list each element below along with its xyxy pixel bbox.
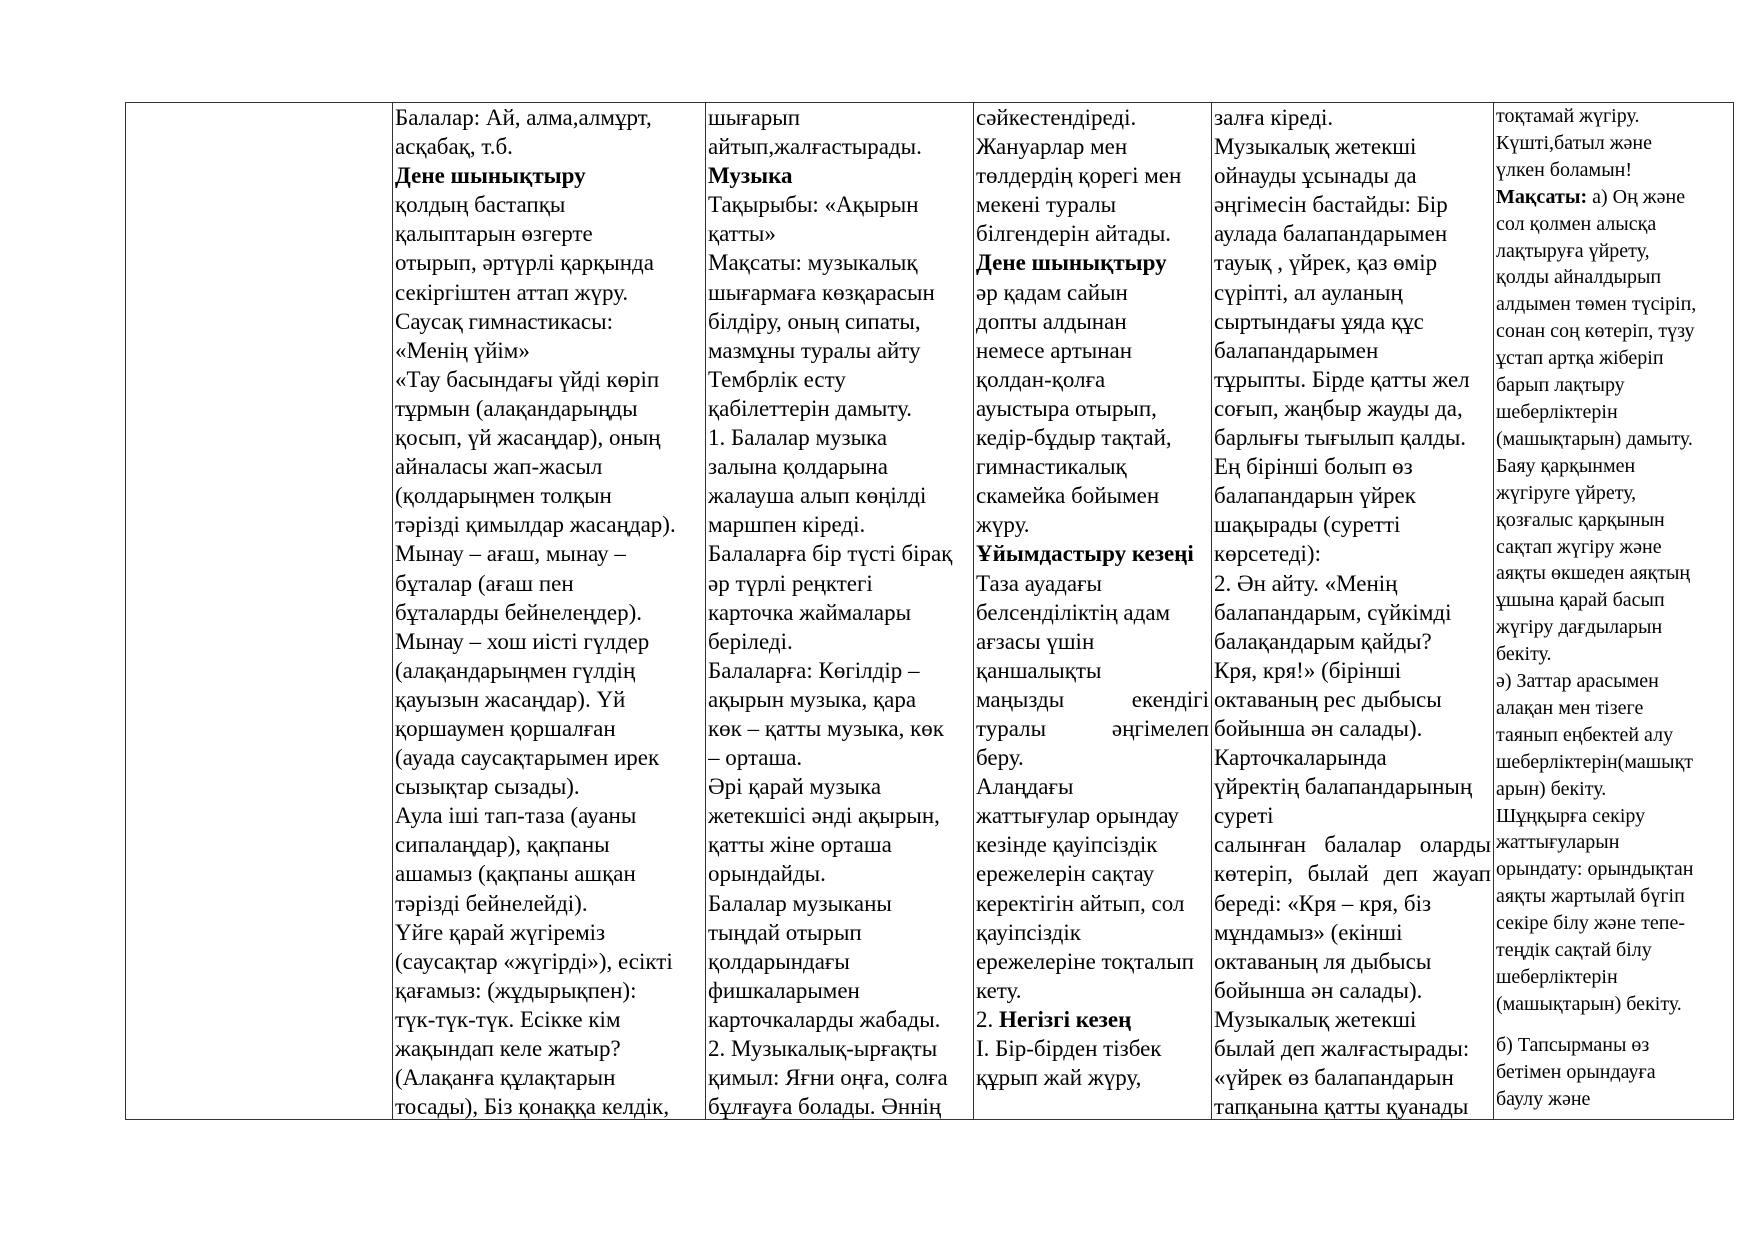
- text-line: қауызын жасаңдар). Үй: [395, 686, 626, 712]
- text-line: көк – қатты музыка, көк: [708, 715, 944, 741]
- bold-heading: Ұйымдастыру кезеңі: [976, 541, 1194, 567]
- text-segment: көтеріп, былай деп жауап: [1214, 861, 1491, 887]
- text-line: сонан соң көтеріп, түзу: [1496, 320, 1695, 343]
- text-line: қағамыз: (жұдырықпен):: [395, 977, 637, 1003]
- text-segment: 2.: [976, 1006, 999, 1032]
- text-line: білдіру, оның сипаты,: [708, 308, 921, 334]
- text-line: (Алақанға құлақтарын: [395, 1065, 616, 1091]
- text-line: кедір-бұдыр тақтай,: [976, 425, 1172, 451]
- text-line: шеберліктерін: [1496, 400, 1618, 423]
- text-line: Музыкалық жетекші: [1214, 1006, 1417, 1032]
- text-segment: маңызды екендігі: [976, 686, 1209, 712]
- text-line: қауіпсіздік: [976, 919, 1081, 945]
- text-line: немесе артынан: [976, 337, 1133, 363]
- text-line: бұталарды бейнелеңдер).: [395, 599, 642, 625]
- text-line: фишкаларымен: [708, 977, 860, 1003]
- text-line: ағзасы үшін: [976, 628, 1095, 654]
- text-line: [976, 685, 1209, 714]
- text-line: бойынша ән салады).: [1214, 715, 1423, 741]
- text-line: (саусақтар «жүгірді»), есікті: [395, 948, 673, 974]
- text-line: Таза ауадағы: [976, 570, 1102, 596]
- text-line: кезінде қауіпсіздік: [976, 832, 1158, 858]
- text-line: балапандарымен: [1214, 337, 1379, 363]
- text-line: октаваның рес дыбысы: [1214, 686, 1442, 712]
- text-line: Күшті,батыл және: [1496, 131, 1653, 154]
- paragraph-gap: [1496, 1018, 1731, 1032]
- text-line: барып лақтыру: [1496, 374, 1625, 397]
- text-line: қалыптарын өзгерте: [395, 221, 593, 247]
- text-line: сүріпті, ал ауланың: [1214, 279, 1403, 305]
- text-line: жүгіруге үйрету,: [1496, 481, 1637, 504]
- text-line: [1214, 830, 1491, 859]
- table-cell-col4: [974, 103, 1212, 1120]
- text-line: кету.: [976, 977, 1022, 1003]
- text-line: ашамыз (қақпаны ашқан: [395, 861, 636, 887]
- text-line: орындату: орындықтан: [1496, 858, 1694, 881]
- text-line: [976, 1005, 1209, 1034]
- text-line: білгендерін айтады.: [976, 221, 1172, 247]
- text-segment: туралы әңгімелеп: [976, 715, 1209, 741]
- text-line: аяқты өкшеден аяқтың: [1496, 562, 1691, 585]
- text-line: ұшына қарай басып: [1496, 589, 1665, 612]
- text-line: төлдердің қорегі мен: [976, 163, 1182, 189]
- lesson-plan-table: [125, 102, 1734, 1120]
- text-line: шығарып: [708, 105, 801, 130]
- text-line: қимыл: Яғни оңға, солға: [708, 1065, 948, 1091]
- text-line: Мынау – ағаш, мынау –: [395, 541, 626, 567]
- text-line: Жануарлар мен: [976, 134, 1128, 160]
- text-line: ережелеріне тоқталып: [976, 948, 1194, 974]
- text-line: бетімен орындауға: [1496, 1060, 1656, 1083]
- text-line: Аула іші тап-таза (ауаны: [395, 803, 637, 829]
- text-line: шығармаға көзқарасын: [708, 279, 935, 305]
- text-line: бұталар (ағаш пен: [395, 570, 574, 596]
- text-line: шеберліктерін(машықт: [1496, 750, 1694, 773]
- text-line: тауық , үйрек, қаз өмір: [1214, 250, 1438, 276]
- text-line: қабілеттерін дамыту.: [708, 395, 913, 421]
- text-line: жүру.: [976, 512, 1030, 538]
- text-line: маршпен кіреді.: [708, 512, 866, 538]
- text-line: қозғалыс қарқынын: [1496, 508, 1665, 531]
- text-line: залға кіреді.: [1214, 105, 1334, 130]
- text-line: айтып,жалғастырады.: [708, 134, 922, 160]
- text-line: балақандарым қайды?: [1214, 628, 1432, 654]
- text-line: гимнастикалық: [976, 454, 1127, 480]
- text-line: қатты»: [708, 221, 776, 247]
- text-line: Балалар: Ай, алма,алмұрт,: [395, 105, 652, 130]
- text-line: қатты жіне орташа: [708, 832, 892, 858]
- text-line: қоршаумен қоршалған: [395, 715, 616, 741]
- table-cell-col1: [126, 103, 393, 1120]
- text-line: – орташа.: [708, 745, 803, 771]
- text-line: (ауада саусақтарымен ирек: [395, 745, 660, 771]
- text-line: Саусақ гимнастикасы:: [395, 308, 613, 334]
- text-line: балапандарын үйрек: [1214, 483, 1416, 509]
- text-line: ауыстыра отырып,: [976, 395, 1157, 421]
- text-line: әңгімесін бастайды: Бір: [1214, 192, 1448, 218]
- text-line: Алаңдағы: [976, 774, 1074, 800]
- text-line: жалауша алып көңілді: [708, 483, 927, 509]
- text-line: соғып, жаңбыр жауды да,: [1214, 395, 1463, 421]
- text-line: ұстап артқа жіберіп: [1496, 347, 1664, 370]
- text-line: асқабақ, т.б.: [395, 134, 513, 160]
- text-line: сол қолмен алысқа: [1496, 212, 1657, 235]
- text-line: алақан мен тізеге: [1496, 696, 1644, 719]
- text-line: жақындап келе жатыр?: [395, 1036, 621, 1061]
- text-line: Карточкаларында: [1214, 745, 1387, 771]
- text-line: 1. Балалар музыка: [708, 425, 888, 451]
- text-line: мазмұны туралы айту: [708, 337, 921, 363]
- text-line: (машықтарын) дамыту.: [1496, 427, 1693, 450]
- text-line: б) Тапсырманы өз: [1496, 1033, 1650, 1056]
- text-line: тыңдай отырып: [708, 919, 862, 945]
- text-line: Ең бірінші болып өз: [1214, 454, 1413, 480]
- text-line: шақырады (суретті: [1214, 512, 1401, 538]
- text-line: [976, 714, 1209, 743]
- text-segment: а) Оң және: [1587, 185, 1686, 208]
- text-line: секіре білу және тепе-: [1496, 912, 1685, 935]
- bold-heading: Дене шынықтыру: [395, 163, 586, 189]
- text-line: әр түрлі реңктегі: [708, 570, 873, 596]
- text-line: сипалаңдар), қақпаны: [395, 832, 610, 858]
- table-row: [126, 103, 1734, 1120]
- text-line: көрсетеді):: [1214, 541, 1321, 567]
- text-line: қолдан-қолға: [976, 366, 1106, 392]
- text-line: Шұңқырға секіру: [1496, 804, 1646, 827]
- text-line: Тақырыбы: «Ақырын: [708, 192, 919, 218]
- text-line: қолдың бастапқы: [395, 192, 566, 218]
- text-line: беріледі.: [708, 628, 793, 654]
- text-line: аулада балапандарымен: [1214, 221, 1448, 247]
- text-line: тоқтамай жүгіру.: [1496, 105, 1640, 127]
- text-line: [1214, 859, 1491, 888]
- text-line: октаваның ля дыбысы: [1214, 948, 1432, 974]
- text-line: үйректің балапандарының: [1214, 774, 1473, 800]
- text-segment: салынған балалар оларды: [1214, 832, 1491, 858]
- text-line: жүгіру дағдыларын: [1496, 616, 1663, 639]
- text-line: [976, 539, 1209, 568]
- text-line: сызықтар сызады).: [395, 774, 580, 800]
- text-line: [395, 161, 703, 190]
- text-line: ойнауды ұсынады да: [1214, 163, 1417, 189]
- bold-heading: Негізгі кезең: [999, 1006, 1132, 1032]
- text-line: скамейка бойымен: [976, 483, 1160, 509]
- text-line: үлкен боламын!: [1496, 158, 1633, 181]
- text-line: орындайды.: [708, 861, 826, 887]
- text-line: тұрмын (алақандарыңды: [395, 395, 638, 421]
- text-line: карточка жаймалары: [708, 599, 912, 625]
- text-line: І. Бір-бірден тізбек: [976, 1036, 1162, 1061]
- text-line: Мақсаты: музыкалық: [708, 250, 918, 276]
- text-line: суреті: [1214, 803, 1274, 829]
- text-line: Үйге қарай жүгіреміз: [395, 919, 606, 945]
- text-line: қаншалықты: [976, 657, 1102, 683]
- text-line: әр қадам сайын: [976, 279, 1128, 305]
- text-line: құрып жай жүру,: [976, 1065, 1142, 1091]
- text-line: жаттығуларын: [1496, 831, 1620, 854]
- text-line: Балаларға бір түсті бірақ: [708, 541, 953, 567]
- text-line: ақырын музыка, қара: [708, 686, 917, 712]
- text-line: Баяу қарқынмен: [1496, 454, 1636, 477]
- text-line: бекіту.: [1496, 643, 1552, 666]
- bold-heading: Дене шынықтыру: [976, 250, 1167, 276]
- text-line: «Менің үйім»: [395, 337, 530, 363]
- text-line: «үйрек өз балапандарын: [1214, 1065, 1454, 1091]
- text-line: сақтап жүгіру және: [1496, 535, 1662, 558]
- text-line: тапқанына қатты қуанады: [1214, 1094, 1469, 1119]
- text-line: Мынау – хош иісті гүлдер: [395, 628, 650, 654]
- text-line: барлығы тығылып қалды.: [1214, 425, 1467, 451]
- text-line: қосып, үй жасаңдар), оның: [395, 425, 661, 451]
- bold-heading: Мақсаты:: [1496, 185, 1588, 208]
- text-line: допты алдынан: [976, 308, 1127, 334]
- text-line: арын) бекіту.: [1496, 777, 1607, 800]
- text-line: балапандарым, сүйкімді: [1214, 599, 1452, 625]
- text-line: Әрі қарай музыка: [708, 774, 882, 800]
- text-line: (машықтарын) бекіту.: [1496, 992, 1682, 1015]
- table-cell-col5: [1212, 103, 1494, 1120]
- text-line: жаттығулар орындау: [976, 803, 1179, 829]
- text-line: жетекшісі әнді ақырын,: [708, 803, 940, 829]
- text-line: карточкаларды жабады.: [708, 1006, 941, 1032]
- text-line: береді: «Кря – кря, біз: [1214, 890, 1432, 916]
- bold-heading: Музыка: [708, 163, 793, 189]
- text-line: отырып, әртүрлі қарқында: [395, 250, 654, 276]
- text-line: айналасы жап-жасыл: [395, 454, 603, 480]
- text-line: тәрізді қимылдар жасаңдар).: [395, 512, 676, 538]
- text-line: [708, 161, 971, 190]
- table-cell-col6: [1494, 103, 1734, 1120]
- text-line: тәрізді бейнелейді).: [395, 890, 588, 916]
- text-line: бұлғауға болады. Әннің: [708, 1094, 942, 1119]
- text-line: 2. Музыкалық-ырғақты: [708, 1036, 938, 1061]
- text-line: [976, 248, 1209, 277]
- table-cell-col2: [393, 103, 706, 1120]
- text-line: «Тау басындағы үйді көріп: [395, 366, 660, 392]
- text-line: (алақандарыңмен гүлдің: [395, 657, 636, 683]
- text-line: секіргіштен аттап жүру.: [395, 279, 629, 305]
- text-line: беру.: [976, 745, 1024, 771]
- text-line: Музыкалық жетекші: [1214, 134, 1417, 160]
- text-line: Тембрлік есту: [708, 366, 846, 392]
- text-line: 2. Ән айту. «Менің: [1214, 570, 1398, 596]
- text-line: ә) Заттар арасымен: [1496, 670, 1659, 693]
- table-cell-col3: [706, 103, 974, 1120]
- text-line: керектігін айтып, сол: [976, 890, 1185, 916]
- text-line: аяқты жартылай бүгіп: [1496, 885, 1685, 908]
- text-line: қолдарындағы: [708, 948, 850, 974]
- text-line: былай деп жалғастырады:: [1214, 1036, 1470, 1061]
- text-line: залына қолдарына: [708, 454, 888, 480]
- text-line: қолды айналдырып: [1496, 266, 1662, 289]
- text-line: тұрыпты. Бірде қатты жел: [1214, 366, 1470, 392]
- text-line: мұндамыз» (екінші: [1214, 919, 1403, 945]
- text-line: сәйкестендіреді.: [976, 105, 1137, 130]
- text-line: белсенділіктің адам: [976, 599, 1171, 625]
- text-line: теңдік сақтай білу: [1496, 939, 1652, 962]
- text-line: таянып еңбектей алу: [1496, 723, 1674, 746]
- text-line: Балалар музыканы: [708, 890, 892, 916]
- text-line: баулу және: [1496, 1087, 1591, 1110]
- text-line: тосады), Біз қонаққа келдік,: [395, 1094, 670, 1119]
- text-line: (қолдарыңмен толқын: [395, 483, 612, 509]
- text-line: алдымен төмен түсіріп,: [1496, 293, 1697, 316]
- text-line: [1496, 184, 1731, 211]
- text-line: түк-түк-түк. Есікке кім: [395, 1006, 621, 1032]
- text-line: сыртындағы ұяда құс: [1214, 308, 1424, 334]
- text-line: бойынша ән салады).: [1214, 977, 1423, 1003]
- text-line: ережелерін сақтау: [976, 861, 1155, 887]
- text-line: Кря, кря!» (бірінші: [1214, 657, 1402, 683]
- text-line: мекені туралы: [976, 192, 1117, 218]
- text-line: Балаларға: Көгілдір –: [708, 657, 920, 683]
- text-line: шеберліктерін: [1496, 966, 1618, 988]
- text-line: лақтыруға үйрету,: [1496, 239, 1650, 262]
